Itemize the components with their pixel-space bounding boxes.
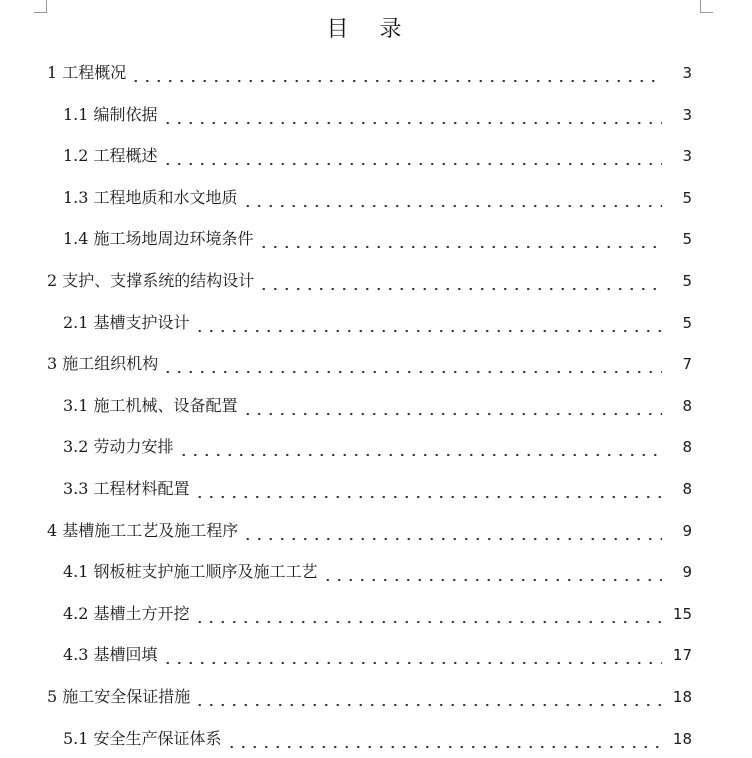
toc-entry-label: 5.1 安全生产保证体系: [63, 728, 222, 748]
toc-dot-leader: [242, 180, 662, 216]
toc-entry[interactable]: [47, 346, 692, 382]
toc-dot-leader: [194, 471, 662, 507]
toc-dot-leader: [178, 429, 662, 465]
toc-entry[interactable]: [63, 97, 692, 133]
toc-entry[interactable]: [63, 596, 692, 632]
toc-entry-page-number: 5: [682, 313, 692, 332]
toc-entry-page-number: 3: [682, 105, 692, 124]
toc-entry[interactable]: [63, 429, 692, 465]
toc-dot-leader: [194, 305, 662, 341]
toc-entry-label: 3.3 工程材料配置: [63, 479, 190, 498]
toc-dot-leader: [162, 346, 662, 382]
toc-entry-page-number: 7: [682, 355, 692, 374]
toc-entry[interactable]: [63, 305, 692, 341]
toc-entry-label: 1 工程概况: [47, 63, 127, 82]
toc-entry-label: 3 施工组织机构: [47, 354, 159, 374]
toc-entry[interactable]: [63, 471, 692, 507]
toc-entry-label: 1.4 施工场地周边环境条件: [63, 229, 254, 249]
toc-entry[interactable]: [47, 679, 692, 715]
toc-dot-leader: [322, 554, 662, 590]
toc-entry-label: 1.3 工程地质和水文地质: [63, 187, 238, 207]
toc-dot-leader: [194, 596, 662, 632]
toc-entry-label: 2 支护、支撑系统的结构设计: [47, 271, 255, 290]
toc-dot-leader: [258, 263, 662, 299]
toc-entry-page-number: 18: [672, 688, 692, 706]
toc-entry-page-number: 9: [682, 563, 692, 582]
toc-dot-leader: [242, 388, 662, 424]
toc-dot-leader: [162, 97, 662, 133]
toc-entry-page-number: 17: [672, 646, 692, 665]
page-corner-mark-left: [34, 0, 47, 13]
toc-entry-page-number: 8: [682, 396, 692, 415]
toc-dot-leader: [162, 637, 662, 673]
toc-dot-leader: [162, 138, 662, 174]
toc-entry-label: 1.1 编制依据: [63, 104, 158, 124]
toc-entry-page-number: 15: [672, 604, 692, 623]
toc-dot-leader: [226, 721, 662, 757]
toc-entry-page-number: 5: [682, 272, 692, 290]
toc-dot-leader: [242, 513, 662, 549]
toc-entry[interactable]: [47, 263, 692, 299]
toc-entry-label: 4.2 基槽土方开挖: [63, 603, 190, 623]
toc-entry[interactable]: [63, 554, 692, 590]
toc-entry[interactable]: [47, 55, 692, 91]
toc-entry[interactable]: [63, 637, 692, 673]
toc-entry-label: 2.1 基槽支护设计: [63, 312, 190, 332]
toc-entry[interactable]: [63, 221, 692, 257]
toc-entry-label: 3.1 施工机械、设备配置: [63, 395, 238, 415]
toc-dot-leader: [258, 221, 662, 257]
toc-entry-label: 4 基槽施工工艺及施工程序: [47, 520, 239, 540]
toc-entry-page-number: 5: [682, 188, 692, 207]
toc-entry[interactable]: [63, 721, 692, 757]
toc-entry-page-number: 3: [682, 147, 692, 166]
toc-title: 目 录: [326, 17, 414, 42]
toc-entry[interactable]: [63, 138, 692, 174]
toc-entry-label: 3.2 劳动力安排: [63, 437, 174, 457]
toc-entry-label: 4.1 钢板桩支护施工顺序及施工工艺: [63, 562, 318, 582]
toc-entry[interactable]: [47, 513, 692, 549]
toc-entry-page-number: 3: [682, 64, 692, 82]
toc-entry-page-number: 8: [682, 480, 692, 498]
page-corner-mark-right: [700, 0, 713, 13]
toc-entry-page-number: 5: [682, 230, 692, 249]
toc-dot-leader: [130, 55, 662, 91]
toc-entry[interactable]: [63, 180, 692, 216]
toc-dot-leader: [194, 679, 662, 715]
toc-entry-page-number: 18: [672, 729, 692, 748]
toc-entry-page-number: 8: [682, 438, 692, 457]
toc-entry-page-number: 9: [682, 521, 692, 540]
toc-entry-label: 1.2 工程概述: [63, 146, 158, 166]
toc-entry-label: 5 施工安全保证措施: [47, 687, 191, 706]
toc-entry-label: 4.3 基槽回填: [63, 645, 158, 665]
toc-entry[interactable]: [63, 388, 692, 424]
